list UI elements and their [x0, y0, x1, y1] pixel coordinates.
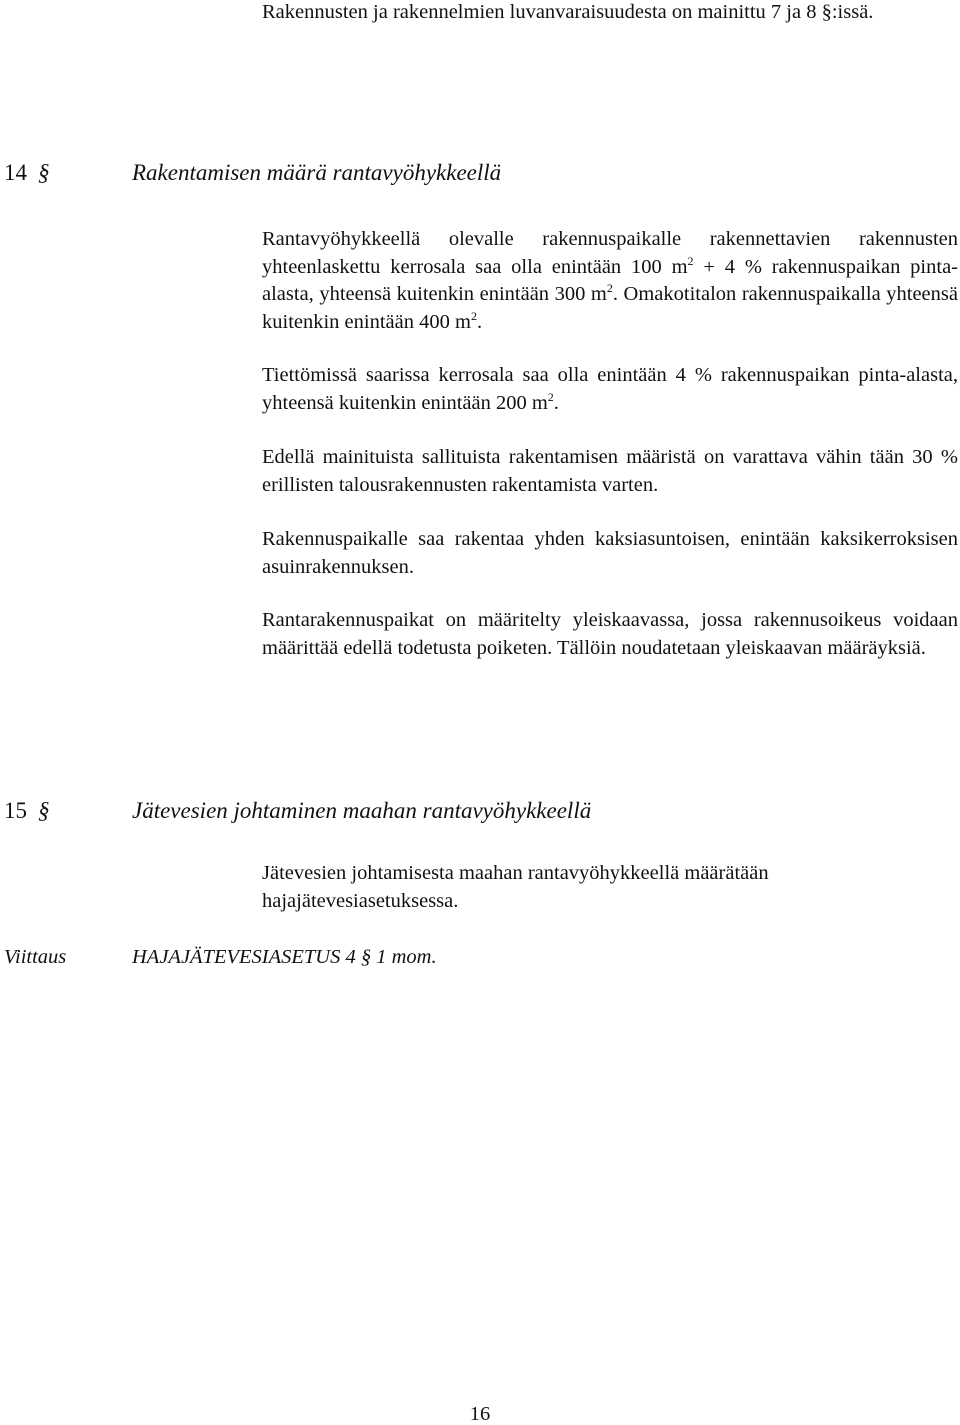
- section-14-paragraph-1: Rantavyöhykkeellä olevalle rakennuspaikalle rakennettavien rakennusten yhteenlaskettu kerrosala saa olla enintään 100 $m^2 + 4$ % rakennuspaikan pinta-alasta, yhteensä kuitenkin enintään 300 $m^2$. Omakotitalon rakennuspaikalla yhteensä kuitenkin enintään 400 $m^2$.: [262, 228, 959, 333]
- reference-label: Viittaus: [4, 946, 67, 968]
- section-14-paragraph-4: Rakennuspaikalle saa rakentaa yhden kaksiasuntoisen, enintään kaksikerroksisen asuinrakennuksen.: [262, 528, 958, 578]
- section-14-paragraph-3: Edellä mainituista sallituista rakentamisen määristä on varattava vähin tään 30 % erillisten talousrakennusten rakentamista varten.: [262, 446, 958, 496]
- section-title: Rakentamisen määrä rantavyöhykkeellä: [132, 160, 502, 185]
- intro-paragraph: Rakennusten ja rakennelmien luvanvaraisuudesta on mainittu 7 ja 8 §:issä.: [262, 1, 874, 23]
- section-15-paragraph-1: Jätevesien johtamisesta maahan rantavyöhykkeellä määrätään hajajätevesiasetuksessa.: [262, 862, 769, 912]
- section-symbol: §: [38, 798, 50, 823]
- page-number: 16: [469, 1403, 491, 1425]
- section-number: 15: [4, 798, 27, 823]
- reference-text: HAJAJÄTEVESIASETUS 4 § 1 mom.: [132, 946, 437, 968]
- section-title: Jätevesien johtaminen maahan rantavyöhykkeellä: [132, 798, 592, 823]
- section-14-paragraph-5: Rantarakennuspaikat on määritelty yleiskaavassa, jossa rakennusoikeus voidaan määrittää edellä todetusta poiketen. Tällöin noudatetaan yleiskaavan määräyksiä.: [262, 609, 958, 659]
- section-14-paragraph-2: Tiettömissä saarissa kerrosala saa olla enintään 4 % rakennuspaikan pinta-alasta, yhteensä kuitenkin enintään 200 $m^2$.: [262, 364, 958, 414]
- section-number: 14: [4, 160, 27, 185]
- section-symbol: §: [38, 160, 50, 185]
